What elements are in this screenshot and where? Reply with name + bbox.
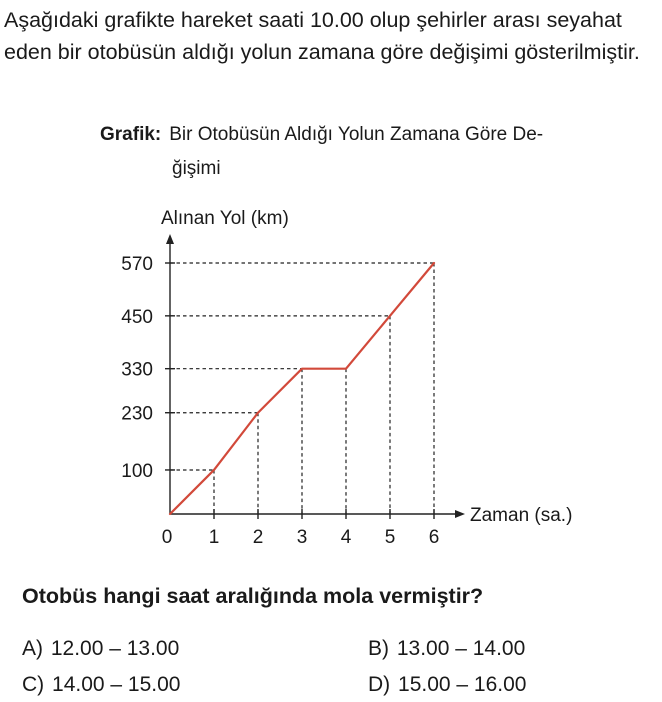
question-text: Otobüs hangi saat aralığında mola vermiştir? bbox=[22, 584, 484, 608]
caption-line-1: Bir Otobüsün Aldığı Yolun Zamana Göre De- bbox=[169, 124, 544, 145]
chart-caption bbox=[100, 118, 543, 186]
y-tick-label-570: 570 bbox=[121, 254, 153, 275]
caption-line-2: ğişimi bbox=[172, 158, 221, 179]
caption-label: Grafik: bbox=[100, 124, 162, 145]
x-tick-label-5: 5 bbox=[384, 527, 396, 548]
option-a[interactable] bbox=[22, 636, 179, 662]
x-tick-label-4: 4 bbox=[340, 527, 352, 548]
option-d[interactable] bbox=[368, 672, 526, 698]
chart-axes bbox=[166, 234, 465, 518]
x-axis-label: Zaman (sa.) bbox=[470, 505, 573, 526]
option-d-letter: D) bbox=[368, 673, 391, 696]
x-tick-label-2: 2 bbox=[252, 527, 264, 548]
x-tick-label-0: 0 bbox=[161, 527, 173, 548]
x-axis-arrow bbox=[455, 510, 465, 518]
y-axis-label: Alınan Yol (km) bbox=[161, 208, 289, 229]
option-a-text: 12.00 – 13.00 bbox=[50, 637, 180, 660]
option-c-letter: C) bbox=[22, 673, 45, 696]
x-tick-label-3: 3 bbox=[296, 527, 308, 548]
option-b-letter: B) bbox=[368, 637, 389, 660]
dashed-guide-lines bbox=[170, 263, 434, 514]
x-tick-label-6: 6 bbox=[428, 527, 440, 548]
y-tick-label-450: 450 bbox=[121, 306, 153, 328]
option-b-text: 13.00 – 14.00 bbox=[396, 637, 526, 660]
y-tick-label-330: 330 bbox=[121, 359, 153, 381]
option-c[interactable] bbox=[22, 672, 180, 698]
option-c-text: 14.00 – 15.00 bbox=[52, 673, 181, 696]
x-axis-ticks bbox=[162, 509, 440, 548]
option-b[interactable] bbox=[368, 636, 525, 662]
distance-time-chart bbox=[0, 190, 662, 560]
x-tick-label-1: 1 bbox=[208, 527, 220, 548]
y-axis-ticks bbox=[121, 254, 175, 482]
option-a-letter: A) bbox=[22, 637, 43, 660]
option-d-text: 15.00 – 16.00 bbox=[398, 673, 527, 696]
y-axis-arrow bbox=[166, 234, 174, 244]
intro-text: Aşağıdaki grafikte hareket saati 10.00 olup şehirler arası seyahat eden bir otobüsün aldığı yolun zamana göre değişimi gösterilmiştir. bbox=[4, 8, 640, 64]
y-tick-label-230: 230 bbox=[121, 403, 153, 425]
y-tick-label-100: 100 bbox=[121, 460, 153, 482]
